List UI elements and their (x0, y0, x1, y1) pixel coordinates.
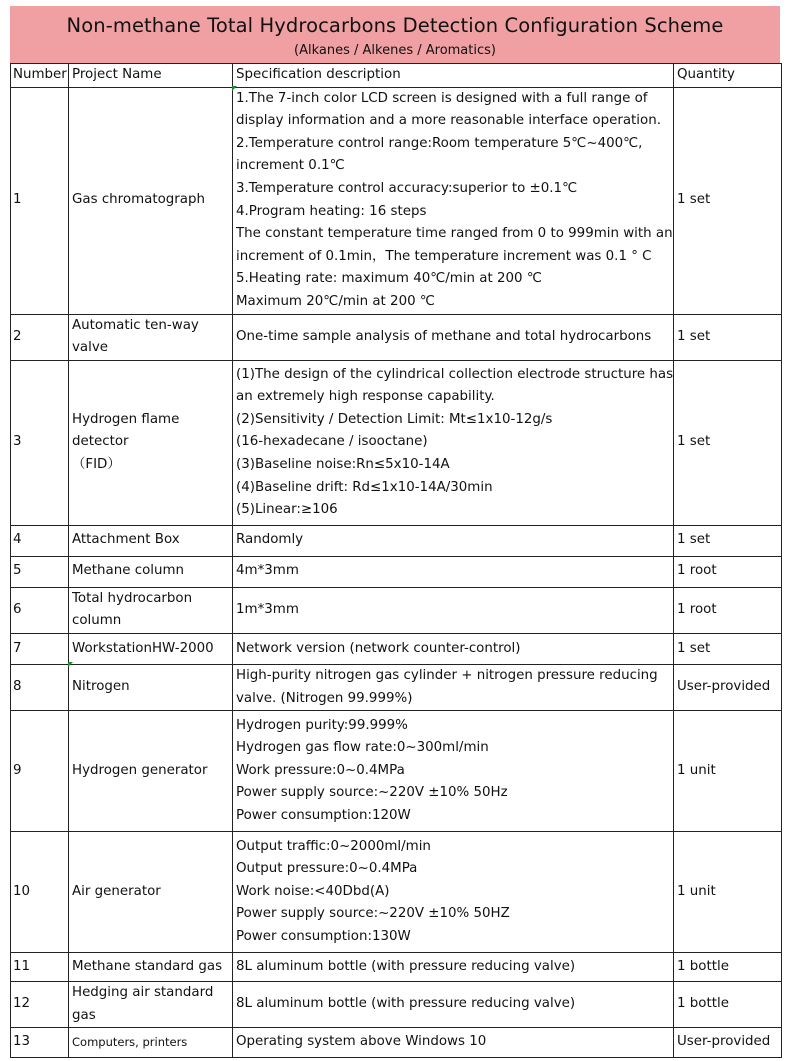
specification-line: an extremely high response capability. (236, 389, 495, 405)
table-body (11, 87, 782, 1058)
column-header-number: Number (11, 64, 69, 88)
specification-line: (5)Linear:≥106 (236, 502, 338, 518)
configuration-table (10, 63, 782, 1058)
specification-line: 4m*3mm (236, 563, 299, 579)
table-row (11, 314, 782, 360)
cell-comment-marker (68, 662, 73, 667)
project-name-cell (69, 587, 233, 633)
table-row (11, 87, 782, 314)
project-name-cell (69, 525, 233, 556)
quantity-cell: 1 set (674, 633, 782, 664)
table-row (11, 711, 782, 832)
project-name-cell (69, 664, 233, 710)
table-row (11, 832, 782, 953)
specification-cell (233, 556, 674, 587)
row-number: 7 (11, 633, 69, 664)
table-row (11, 525, 782, 556)
specification-cell (233, 633, 674, 664)
specification-line: (3)Baseline noise:Rn≤5x10-14A (236, 457, 450, 473)
project-name-text: Hydrogen flame (72, 411, 180, 427)
project-name-text: WorkstationHW-2000 (72, 640, 214, 656)
table-row (11, 556, 782, 587)
quantity-cell: 1 root (674, 556, 782, 587)
table-row (11, 953, 782, 982)
specification-line: 1m*3mm (236, 602, 299, 618)
table-row (11, 633, 782, 664)
specification-line: 8L aluminum bottle (with pressure reducing valve) (236, 958, 576, 974)
column-header-quantity: Quantity (674, 64, 782, 88)
specification-line: 1.The 7-inch color LCD screen is designed with a full range of (236, 90, 648, 106)
row-number: 3 (11, 360, 69, 525)
quantity-cell: 1 set (674, 87, 782, 314)
specification-cell (233, 953, 674, 982)
specification-line: Hydrogen gas flow rate:0~300ml/min (236, 740, 489, 756)
specification-line: increment of 0.1min，The temperature increment was 0.1 ° C (236, 248, 652, 264)
project-name-text: Air generator (72, 883, 161, 899)
specification-line: Power supply source:~220V ±10% 50Hz (236, 785, 508, 801)
specification-line: Maximum 20℃/min at 200 ℃ (236, 293, 435, 309)
table-row (11, 360, 782, 525)
row-number: 12 (11, 982, 69, 1028)
specification-cell (233, 664, 674, 710)
table-row (11, 587, 782, 633)
specification-line: The constant temperature time ranged from 0 to 999min with an (236, 226, 673, 242)
specification-line: Network version (network counter-control) (236, 640, 521, 656)
specification-line: Hydrogen purity:99.999% (236, 717, 408, 733)
specification-line: 8L aluminum bottle (with pressure reducing valve) (236, 996, 576, 1012)
quantity-cell: 1 set (674, 314, 782, 360)
column-header-specification: Specification description (233, 64, 674, 88)
document (10, 6, 780, 1058)
specification-line: Randomly (236, 532, 304, 548)
cell-comment-marker (232, 86, 237, 91)
quantity-cell: 1 bottle (674, 953, 782, 982)
project-name-text: （FID） (72, 457, 121, 473)
specification-line: display information and a more reasonable interface operation. (236, 113, 661, 129)
project-name-text: Gas chromatograph (72, 192, 205, 208)
project-name-cell (69, 633, 233, 664)
project-name-text: Attachment Box (72, 532, 180, 548)
specification-line: (16-hexadecane / isooctane) (236, 434, 428, 450)
specification-cell (233, 1028, 674, 1058)
project-name-text: column (72, 613, 122, 629)
quantity-cell: User-provided (674, 664, 782, 710)
project-name-cell (69, 1028, 233, 1058)
specification-line: increment 0.1℃ (236, 158, 345, 174)
row-number: 13 (11, 1028, 69, 1058)
project-name-text: detector (72, 434, 129, 450)
quantity-cell: 1 unit (674, 711, 782, 832)
project-name-cell (69, 556, 233, 587)
quantity-cell: 1 root (674, 587, 782, 633)
table-row (11, 1028, 782, 1058)
project-name-text: Methane column (72, 563, 185, 579)
specification-line: Work pressure:0~0.4MPa (236, 762, 405, 778)
specification-line: 5.Heating rate: maximum 40℃/min at 200 ℃ (236, 271, 542, 287)
specification-line: Power supply source:~220V ±10% 50HZ (236, 906, 510, 922)
table-row (11, 664, 782, 710)
quantity-cell: User-provided (674, 1028, 782, 1058)
row-number: 5 (11, 556, 69, 587)
project-name-text: Automatic ten-way (72, 317, 199, 333)
project-name-cell (69, 314, 233, 360)
column-header-project-name: Project Name (69, 64, 233, 88)
table-header-row (11, 64, 782, 88)
row-number: 6 (11, 587, 69, 633)
row-number: 1 (11, 87, 69, 314)
row-number: 9 (11, 711, 69, 832)
table-row (11, 982, 782, 1028)
specification-cell (233, 87, 674, 314)
project-name-text: Total hydrocarbon (72, 590, 193, 606)
specification-line: Work noise:<40Dbd(A) (236, 883, 390, 899)
specification-line: Output pressure:0~0.4MPa (236, 861, 418, 877)
specification-cell (233, 711, 674, 832)
specification-cell (233, 587, 674, 633)
project-name-cell (69, 982, 233, 1028)
page-subtitle: (Alkanes / Alkenes / Aromatics) (294, 43, 496, 58)
specification-line: Operating system above Windows 10 (236, 1034, 487, 1050)
specification-line: 3.Temperature control accuracy:superior to ±0.1℃ (236, 180, 578, 196)
row-number: 8 (11, 664, 69, 710)
specification-line: (2)Sensitivity / Detection Limit: Mt≤1x10-12g/s (236, 411, 553, 427)
project-name-cell (69, 953, 233, 982)
project-name-cell (69, 711, 233, 832)
specification-line: One-time sample analysis of methane and total hydrocarbons (236, 328, 652, 344)
project-name-text: Computers, printers (72, 1035, 188, 1050)
project-name-text: Hydrogen generator (72, 762, 208, 778)
project-name-text: gas (72, 1007, 96, 1023)
quantity-cell: 1 set (674, 360, 782, 525)
project-name-text: valve (72, 340, 109, 356)
title-banner (10, 6, 780, 63)
project-name-cell (69, 360, 233, 525)
project-name-text: Nitrogen (72, 679, 130, 695)
quantity-cell: 1 bottle (674, 982, 782, 1028)
quantity-cell: 1 set (674, 525, 782, 556)
specification-line: valve. (Nitrogen 99.999%) (236, 690, 413, 706)
specification-line: Power consumption:120W (236, 807, 411, 823)
project-name-text: Methane standard gas (72, 958, 223, 974)
project-name-text: Hedging air standard (72, 985, 214, 1001)
row-number: 10 (11, 832, 69, 953)
project-name-cell (69, 87, 233, 314)
specification-line: 4.Program heating: 16 steps (236, 203, 427, 219)
specification-line: Output traffic:0~2000ml/min (236, 838, 431, 854)
specification-line: 2.Temperature control range:Room temperature 5℃~400℃, (236, 135, 643, 151)
specification-cell (233, 360, 674, 525)
project-name-cell (69, 832, 233, 953)
page-title: Non-methane Total Hydrocarbons Detection Configuration Scheme (66, 14, 724, 37)
specification-line: High-purity nitrogen gas cylinder + nitrogen pressure reducing (236, 667, 658, 683)
specification-cell (233, 525, 674, 556)
row-number: 4 (11, 525, 69, 556)
specification-line: (1)The design of the cylindrical collection electrode structure has (236, 366, 674, 382)
specification-cell (233, 982, 674, 1028)
row-number: 2 (11, 314, 69, 360)
specification-cell (233, 832, 674, 953)
specification-line: (4)Baseline drift: Rd≤1x10-14A/30min (236, 479, 493, 495)
quantity-cell: 1 unit (674, 832, 782, 953)
specification-line: Power consumption:130W (236, 928, 411, 944)
row-number: 11 (11, 953, 69, 982)
specification-cell (233, 314, 674, 360)
